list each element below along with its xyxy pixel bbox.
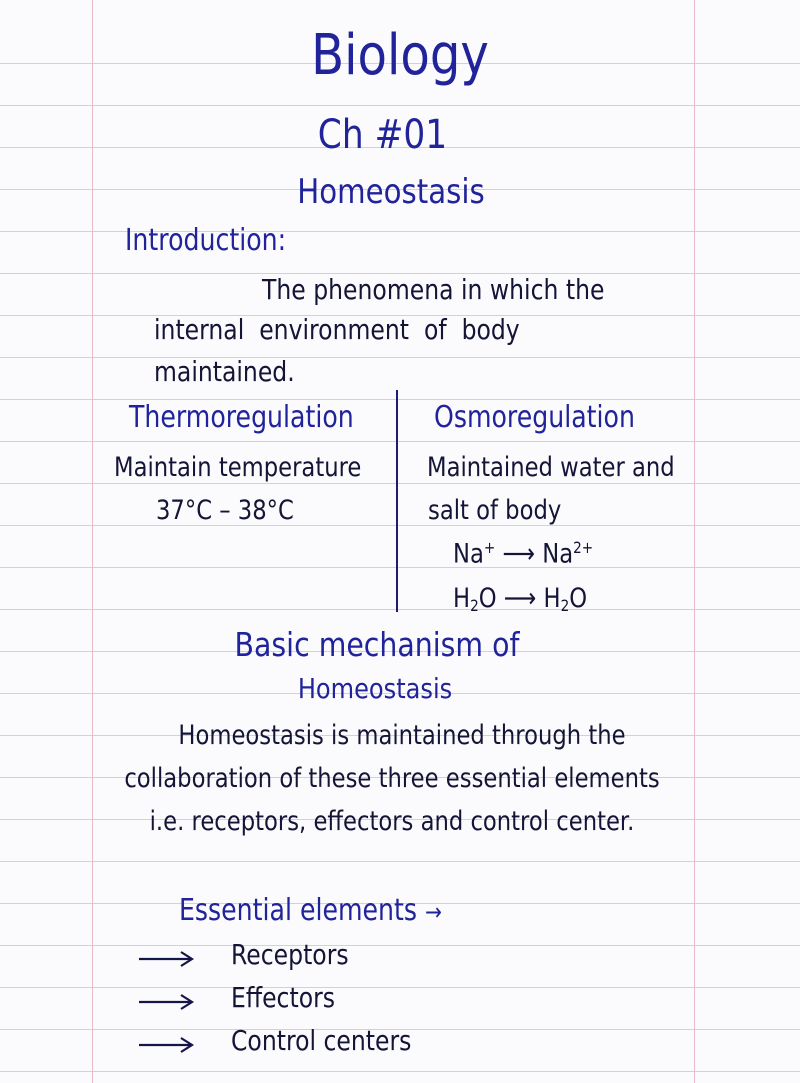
water-left-o: O	[478, 583, 497, 614]
sodium-right-charge: 2+	[573, 538, 594, 557]
arrow-right-icon	[139, 1037, 195, 1053]
mechanism-subheading: Homeostasis	[297, 672, 453, 705]
mechanism-line-1: Homeostasis is maintained through the	[178, 720, 626, 751]
sodium-equation	[453, 540, 593, 568]
arrow-right-icon	[139, 951, 195, 967]
water-left-subscript: 2	[470, 596, 479, 616]
essential-item-control-centers: Control centers	[231, 1024, 412, 1057]
sodium-right: Na	[542, 538, 574, 570]
water-equation	[453, 585, 587, 614]
essential-elements-arrow: →	[425, 898, 442, 926]
essential-elements-heading	[179, 893, 442, 928]
page-title: Biology	[311, 23, 489, 88]
thermoregulation-line-2: 37°C – 38°C	[156, 495, 294, 526]
water-right-h: H	[543, 583, 561, 614]
equation-arrow: ⟶	[503, 583, 537, 614]
topic-title: Homeostasis	[297, 172, 485, 212]
introduction-line-2: internal environment of body	[154, 313, 520, 346]
column-divider	[396, 390, 398, 612]
introduction-line-1: The phenomena in which the	[262, 273, 605, 306]
osmoregulation-line-1: Maintained water and	[427, 452, 675, 483]
sodium-left: Na	[453, 538, 484, 570]
water-left-h: H	[453, 583, 471, 614]
sodium-left-charge: +	[483, 538, 496, 557]
water-right-subscript: 2	[560, 596, 570, 616]
osmoregulation-heading: Osmoregulation	[434, 400, 635, 435]
mechanism-heading: Basic mechanism of	[234, 625, 520, 664]
thermoregulation-heading: Thermoregulation	[129, 400, 354, 435]
mechanism-line-3: i.e. receptors, effectors and control center.	[149, 806, 635, 837]
osmoregulation-line-2: salt of body	[428, 495, 562, 526]
water-right-o: O	[569, 583, 588, 614]
introduction-heading: Introduction:	[125, 223, 287, 258]
equation-arrow: ⟶	[502, 538, 536, 570]
thermoregulation-line-1: Maintain temperature	[114, 452, 362, 483]
right-margin-line	[694, 0, 695, 1083]
essential-item-receptors: Receptors	[231, 938, 349, 971]
introduction-line-3: maintained.	[154, 355, 295, 388]
chapter-number: Ch #01	[317, 112, 448, 158]
essential-elements-label: Essential elements	[179, 893, 418, 928]
mechanism-line-2: collaboration of these three essential elements	[124, 763, 660, 794]
essential-item-effectors: Effectors	[231, 981, 336, 1014]
left-margin-line	[92, 0, 93, 1083]
arrow-right-icon	[139, 994, 195, 1010]
